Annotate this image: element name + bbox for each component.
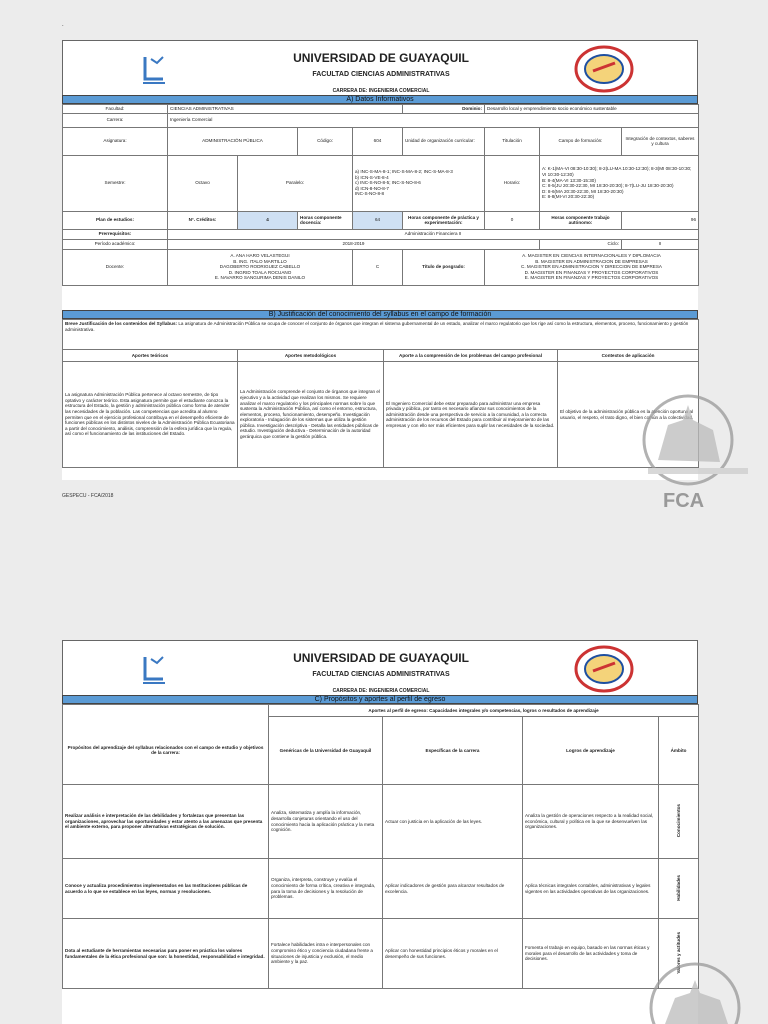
paralelo-line: d) ICN-8-NO-8-7 — [355, 185, 389, 191]
docente-item: DAGOBERTO RODRIGUEZ CABELLO — [219, 264, 301, 270]
col-especificas: Específicas de la carrera — [383, 717, 523, 785]
contextos-aplicacion-text: El objetivo de la administración pública es la atención oportuna al usuario, el respeto, el trato digno, el bien común a la colectividad. — [558, 362, 699, 468]
super-header-spacer — [63, 705, 269, 717]
career-line: CARRERA DE: INGENIERIA COMERCIAL — [332, 88, 430, 94]
syllabus-page-2 — [62, 640, 698, 1024]
titulo-label: Título de posgrado: — [403, 249, 485, 285]
profile-contributions-table — [62, 704, 699, 989]
campo-label: Campo de formación: — [540, 127, 622, 155]
titulo-item: E. MAGISTER EN FINANZAS Y PROYECTOS CORPORATIVOS — [524, 275, 659, 281]
paralelo-line: a) INC-S-MA-8-1; INC-S-MA-8-2; INC-S-MA-8-3 — [355, 169, 453, 175]
carrera-label: Carrera: — [63, 113, 168, 127]
syllabus-page-1 — [62, 40, 698, 480]
horario-line: E: 8-8(MI-VI 20:30-22:30) — [542, 194, 595, 200]
titulo-item: B. MAGISTER EN ADMINISTRACION DE EMPRESAS — [535, 258, 648, 264]
col-ambito: Ámbito — [659, 717, 699, 785]
paralelo-line: b) ICN-S-VE-8-4 — [355, 174, 389, 180]
career-line: CARRERA DE: INGENIERIA COMERCIAL — [332, 688, 430, 694]
horario-line: A: K-1(MA-VI 08:30-10:30); 8-2(LU-MA 10:30-12:30); 8-3(MI 08:30-10:30; VI 10:30-12:30) — [542, 166, 692, 177]
faculty-name: FACULTAD CIENCIAS ADMINISTRATIVAS — [312, 71, 450, 78]
fca-stamp-icon — [628, 390, 754, 500]
purpose-cell: Conoce y actualiza procedimientos implementados en las Instituciones públicas de acuerdo a lo que se establece en las leyes, normas y resoluciones. — [63, 859, 269, 919]
ciclo-value: II — [622, 239, 699, 249]
brief-label: Breve Justificación de los contenidos del Syllabus: — [65, 321, 178, 326]
document-header — [62, 640, 698, 698]
campo-value: Integración de contextos, saberes y cultura — [622, 127, 699, 155]
paralelo-line: INC-S-NO-8-8 — [355, 191, 385, 197]
unidad-value: Titulación — [485, 127, 540, 155]
col-genericas: Genéricas de la Universidad de Guayaquil — [269, 717, 383, 785]
col-contextos-aplicacion: Contextos de aplicación — [558, 350, 699, 362]
ciclo-label: Ciclo: — [540, 239, 622, 249]
paralelo-value — [353, 155, 485, 211]
docente-item: B. ING. ITALO MARTILLO — [233, 258, 287, 264]
dominio-value: Desarrollo local y emprendimiento socio económico sustentable — [485, 105, 699, 114]
ambito-cell: Habilidades — [675, 874, 681, 901]
creditos-label: N°. Créditos: — [168, 211, 238, 229]
col-logros: Logros de aprendizaje — [523, 717, 659, 785]
fca-seal-icon — [573, 645, 635, 693]
section-a-title: A) Datos Informativos — [62, 95, 698, 104]
col-aportes-teoricos: Aportes teóricos — [63, 350, 238, 362]
table-row — [63, 785, 699, 859]
docente-label: Docente: — [63, 249, 168, 285]
aportes-metodologicos-text: La Administración comprende el conjunto de órganos que integran el ejecutivo y a la actividad que realizan los mismos. Se requiere analizar el marco regulatorio y los principales normas sobre lo que sustenta la Administración Pública, así como el entorno, estructura, elementos, proceso, funcionamiento, desempeño. Investigación exploratoria - Indagación de los sistemas que utiliza la gestión pública. Investigación descriptiva - Detalla las entidades públicas de estudio. Investigación deductiva - Determinación de la autoridad gerárquica que contiene la gestión pública. — [238, 362, 384, 468]
horario-line: B: 8-4(MA-VI 13:30-15:30) — [542, 177, 596, 183]
footer-code: GESPECU - FCA/2018 — [62, 493, 114, 499]
university-name: UNIVERSIDAD DE GUAYAQUIL — [293, 651, 469, 665]
periodo-value: 2018-2019 — [168, 239, 540, 249]
docente-item: A. ANA HARO VELASTEGUI — [230, 253, 290, 259]
generic-cell: Fortalece habilidades intra e interpersonales con compromiso ético y conciencia ciudadana frente a situaciones de injusticia y exclusión, el medio ambiente y la paz. — [269, 919, 383, 989]
logro-cell: Aplica técnicas integrales contables, administrativas y legales vigentes en las actividades operativas de las organizaciones. — [523, 859, 659, 919]
generic-cell: Organiza, interpreta, construye y evalúa el conocimiento de forma crítica, creativa e integrada, para la toma de decisiones y la resolución de problemas. — [269, 859, 383, 919]
docentes-list — [168, 249, 353, 285]
paralelo-line: c) INC-S-NO-8-5; INC-S-NO-8-6 — [355, 180, 421, 186]
titulos-list — [485, 249, 699, 285]
prerreq-label: Prerrequisitos: — [63, 229, 168, 239]
col-purposes: Propósitos del aprendizaje del syllabus relacionados con el campo de estudio y objetivos de la carrera: — [63, 717, 269, 785]
codigo-label: Código: — [298, 127, 353, 155]
specific-cell: Actuar con justicia en la aplicación de las leyes. — [383, 785, 523, 859]
specific-cell: Aplicar indicadores de gestión para alcanzar resultados de excelencia. — [383, 859, 523, 919]
purpose-cell: Realizar análisis e interpretación de las debilidades y fortalezas que presentan las organizaciones, aprovechar las oportunidades y estar atento a las amenazas que presenta el ambiente externo, para proponer alternativas estratégicas de solución. — [63, 785, 269, 859]
logro-cell: Analiza la gestión de operaciones respecto a la realidad social, económica, cultural y política en la que se desenvuelven las organizaciones. — [523, 785, 659, 859]
fca-seal-icon — [573, 45, 635, 93]
semestre-label: Semestre: — [63, 155, 168, 211]
codigo-value: 604 — [353, 127, 403, 155]
super-header: Aportes al perfil de egreso: Capacidades integrales y/o competencias, logros o resultados de aprendizaje — [269, 705, 699, 717]
ambito-cell: Valores y actitudes — [675, 931, 681, 974]
titulo-item: A. MAGISTER EN CIENCIAS INTERNACIONALES Y DIPLOMACIA — [522, 253, 661, 259]
horario-line: D: 8-6(MA 20:30-22:30, MI 18:30-20:30) — [542, 188, 624, 194]
ambito-cell: Conocimientos — [675, 804, 681, 838]
practica-value: 0 — [485, 211, 540, 229]
horario-line: C: 8-5(JU 20:30-22:30, MI 18:30-20:30); 8-7(LU-JU 18:30-20:30) — [542, 183, 674, 189]
faculty-name: FACULTAD CIENCIAS ADMINISTRATIVAS — [312, 671, 450, 678]
justification-table — [62, 319, 699, 468]
aporte-comprension-text: El Ingeniero Comercial debe estar preparado para administrar una empresa privada y pública, por tanto es necesario afianzar sus conocimientos de la administración desde una perspectiva de servicio a la comunidad, a la correcta administración de los recursos del Estado para contribuir al mejoramiento de las empresas y con ello ser más eficientes para suplir las necesidades de la sociedad. — [384, 362, 558, 468]
titulo-item: D. MAGISTER EN FINANZAS Y PROYECTOS CORPORATIVOS — [524, 269, 659, 275]
asignatura-label: Asignatura: — [63, 127, 168, 155]
practica-label: Horas componente de práctica y experimentación: — [403, 211, 485, 229]
docente-item: D. INGRID TOALA ROCUANO — [228, 269, 292, 275]
periodo-label: Período académico: — [63, 239, 168, 249]
docente-mark: C — [353, 249, 403, 285]
docencia-label: Horas componente docencia: — [298, 211, 353, 229]
purpose-cell: Dota al estudiante de herramientas necesarias para poner en práctica los valores fundamentales de la ética profesional que son: la honestidad, responsabilidad e integridad. — [63, 919, 269, 989]
titulo-item: C. MAGISTER EN ADMINISTRACION Y DIRECCION DE EMPRESA — [521, 264, 662, 270]
table-row — [63, 919, 699, 989]
specific-cell: Aplicar con honestidad principios éticos y morales en el desempeño de sus funciones. — [383, 919, 523, 989]
brief-text: La asignatura de Administración Pública se ocupa de conocer el conjunto de órganos que integran el sistema gubernamental de un estado, analizar el marco regulatorio que los rige así como la estructura, elementos, proceso, funcionamiento y gestión administrativa. — [65, 321, 689, 332]
generic-cell: Analiza, sistematiza y amplía la información, desarrolla conjeturas orientando el uso del conocimiento hacia la aplicación práctica y la meta cognición. — [269, 785, 383, 859]
facultad-label: Facultad: — [63, 105, 168, 114]
document-header — [62, 40, 698, 98]
plan-label: Plan de estudios: — [63, 211, 168, 229]
logro-cell: Fomenta el trabajo en equipo, basado en las normas éticas y morales para el desarrollo de las actividades y toma de decisiones. — [523, 919, 659, 989]
university-name: UNIVERSIDAD DE GUAYAQUIL — [293, 51, 469, 65]
ug-logo-icon — [133, 649, 173, 689]
carrera-value: Ingeniería Comercial — [168, 113, 699, 127]
horario-value — [540, 155, 699, 211]
aportes-teoricos-text: La asignatura Administración Pública pertenece al octavo semestre, de tipo optativo y carácter teórico. Esta asignatura permite que el estudiante conozca la estructura del Estado, la gestión y administración pública como forma de atender las necesidades de la población. Las competencias que acredita al alumno permiten que en el ejercicio profesional contribuya en el desempeño eficiente de funciones públicas en los distintos niveles de la Administración Pública Ecuatoriana a partir del conocimiento, análisis, comprensión de la esfera jurídica que la regula, así como el funcionamiento de las instituciones del Estado. — [63, 362, 238, 468]
informative-data-table — [62, 104, 699, 286]
semestre-value: Octavo — [168, 155, 238, 211]
ug-logo-icon — [133, 49, 173, 89]
dominio-label: Dominio: — [403, 105, 485, 114]
section-b-title: B) Justificación del conocimiento del syllabus en el campo de formación — [62, 310, 698, 319]
autonomo-value: 96 — [622, 211, 699, 229]
docente-item: E. NAVARRO SANGURIMA DENIS DANILO — [214, 275, 306, 281]
paralelo-label: Paralelo: — [238, 155, 353, 211]
prerreq-value: Administración Financiera II — [168, 229, 699, 239]
autonomo-label: Horas componente trabajo autónomo: — [540, 211, 622, 229]
col-aportes-metodologicos: Aportes metodológicos — [238, 350, 384, 362]
facultad-value: CIENCIAS ADMINISTRATIVAS — [168, 105, 403, 114]
section-c-title: C) Propósitos y aportes al perfil de egreso — [62, 695, 698, 704]
brief-justification — [63, 320, 699, 350]
asignatura-value: ADMINISTRACIÓN PÚBLICA — [168, 127, 298, 155]
col-aporte-comprension: Aporte a la comprensión de los problemas del campo profesional — [384, 350, 558, 362]
fca-stamp-text: FCA — [663, 490, 705, 512]
horario-label: Horario: — [485, 155, 540, 211]
table-row — [63, 859, 699, 919]
unidad-label: Unidad de organización curricular: — [403, 127, 485, 155]
page-dot: . — [62, 22, 64, 28]
creditos-value: 4 — [238, 211, 298, 229]
fca-stamp-icon — [640, 958, 750, 1024]
docencia-value: 64 — [353, 211, 403, 229]
